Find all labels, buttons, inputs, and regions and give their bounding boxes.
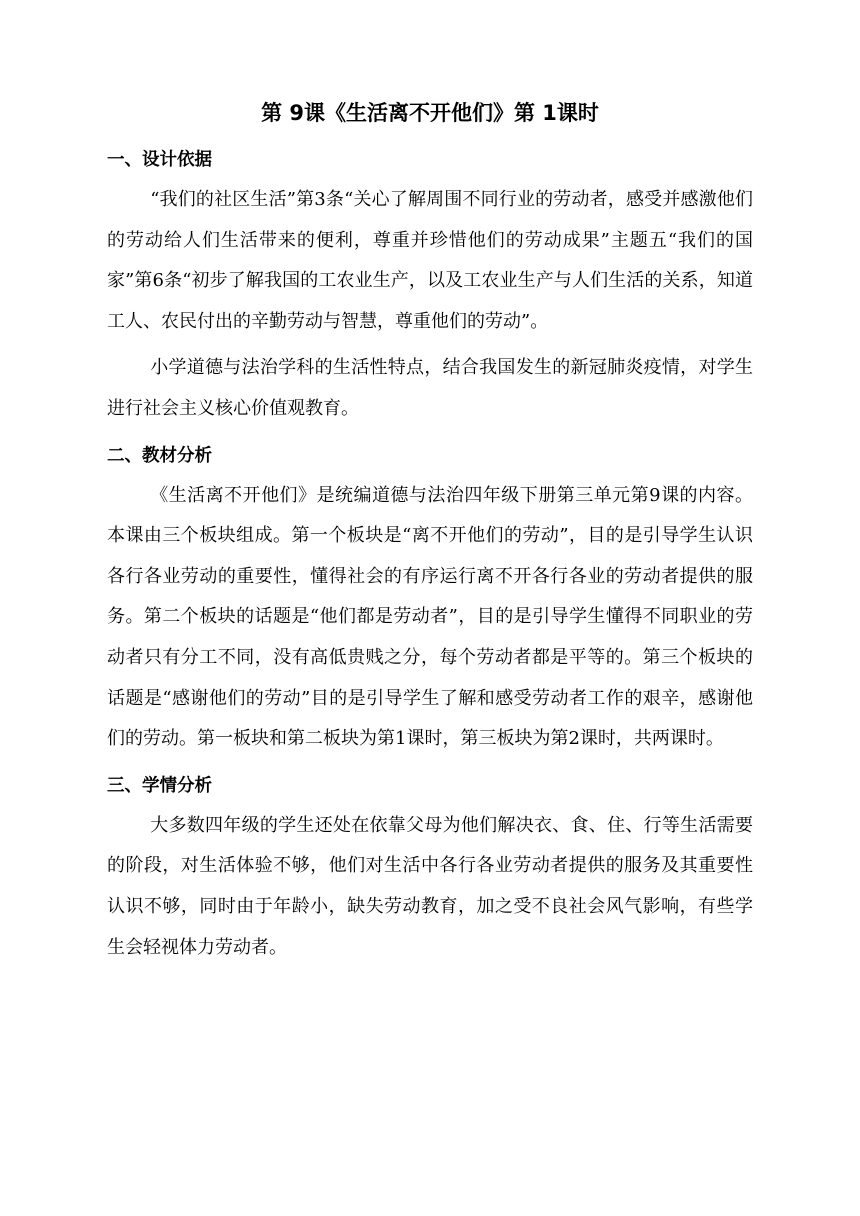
- paragraph: “我们的社区生活”第3条“关心了解周围不同行业的劳动者，感受并感激他们的劳动给人们生活带来的便利，尊重并珍惜他们的劳动成果”主题五“我们的国家”第6条“初步了解我国的工农业生产，以及工农业生产与人们生活的关系，知道工人、农民付出的辛勤劳动与智慧，尊重他们的劳动”。: [107, 189, 753, 332]
- section-heading: 二、教材分析: [107, 445, 212, 466]
- section-heading: 一、设计依据: [107, 150, 212, 170]
- section-student-analysis: [107, 766, 753, 968]
- paragraph: 大多数四年级的学生还处在依靠父母为他们解决衣、食、住、行等生活需要的阶段，对生活体验不够，他们对生活中各行各业劳动者提供的服务及其重要性认识不够，同时由于年龄小，缺失劳动教育，加之受不良社会风气影响，有些学生会轻视体力劳动者。: [107, 814, 753, 958]
- page-title: 第 9课《生活离不开他们》第 1课时: [261, 101, 599, 125]
- section-design-basis: [107, 140, 753, 430]
- section-textbook-analysis: [107, 436, 753, 760]
- paragraph: 小学道德与法治学科的生活性特点，结合我国发生的新冠肺炎疫情，对学生进行社会主义核心价值观教育。: [107, 357, 753, 419]
- paragraph: 《生活离不开他们》是统编道德与法治四年级下册第三单元第9课的内容。本课由三个板块组成。第一个板块是“离不开他们的劳动”，目的是引导学生认识各行各业劳动的重要性，懂得社会的有序运行离不开各行各业的劳动者提供的服务。第二个板块的话题是“他们都是劳动者”，目的是引导学生懂得不同职业的劳动者只有分工不同，没有高低贵贱之分，每个劳动者都是平等的。第三个板块的话题是“感谢他们的劳动”目的是引导学生了解和感受劳动者工作的艰辛，感谢他们的劳动。第一板块和第二板块为第1课时，第三板块为第2课时，共两课时。: [107, 484, 753, 750]
- section-heading: 三、学情分析: [107, 775, 212, 796]
